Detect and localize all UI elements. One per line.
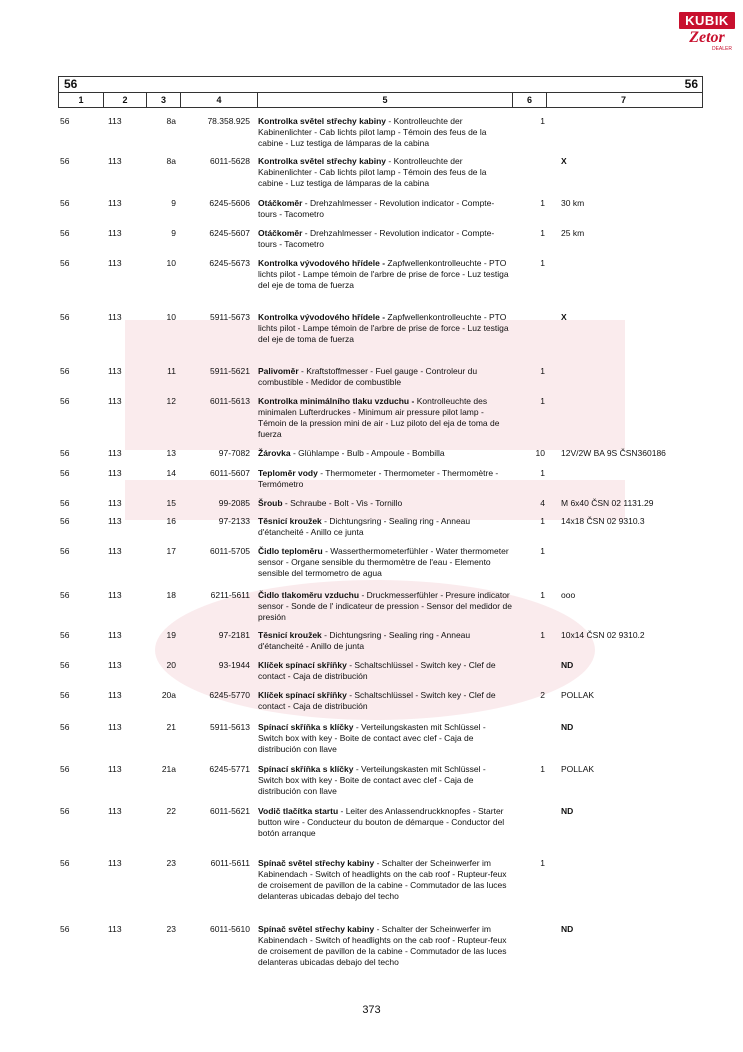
cell-description <box>258 468 513 490</box>
cell-part-number: 6245-5673 <box>209 258 250 268</box>
cell-note: 10x14 ČSN 02 9310.2 <box>561 630 645 640</box>
table-header <box>58 76 703 108</box>
description-text: - Dichtungsring - Sealing ring - Anneau d'étancheité - Anillo de junta <box>258 630 471 651</box>
description-text: - Kontrolleuchte der Kabinenlichter - Cab lichts pilot lamp - Témoin des feus de la cabine - Luz testiga de lámparas de la cabina <box>258 116 487 148</box>
cell-part-number: 5911-5621 <box>209 366 250 376</box>
cell-part-number: 78.358.925 <box>207 116 250 126</box>
cell-position: 9 <box>171 198 176 208</box>
cell-part-number: 93-1944 <box>218 660 250 670</box>
cell-description <box>258 116 513 149</box>
cell-note: 30 km <box>561 198 585 208</box>
description-text: - Schalter der Scheinwerfer im Kabinendach - Switch of headlights on the cab roof - Rupteur-feux de croisement de pavillon de la cabine - Commutador de las luces delanteras ubicadas debajo del techo <box>258 924 507 967</box>
cell-part-number: 6011-5705 <box>209 546 250 556</box>
cell-part-number: 6011-5628 <box>209 156 250 166</box>
column-header-6: 6 <box>513 93 547 107</box>
cell-group: 56 <box>60 448 70 458</box>
cell-subgroup: 113 <box>108 516 122 526</box>
description-title: Kontrolka vývodového hřídele - <box>258 258 386 268</box>
cell-group: 56 <box>60 590 70 600</box>
cell-part-number: 6245-5770 <box>209 690 250 700</box>
description-text: - Wasserthermometerfühler - Water thermometer sensor - Organe sensible du thermomètre de l'eau - Elemento sensible del termometro de agua <box>258 546 509 578</box>
cell-part-number: 6011-5613 <box>209 396 250 406</box>
page-number: 373 <box>362 1004 381 1016</box>
cell-note: ooo <box>561 590 576 600</box>
cell-quantity: 1 <box>540 630 545 640</box>
cell-position: 23 <box>166 858 176 868</box>
description-text: - Dichtungsring - Sealing ring - Anneau d'étancheité - Anillo ce junta <box>258 516 471 537</box>
cell-note: X <box>561 312 567 322</box>
cell-subgroup: 113 <box>108 690 122 700</box>
cell-subgroup: 113 <box>108 660 122 670</box>
cell-position: 21 <box>166 722 176 732</box>
cell-subgroup: 113 <box>108 228 122 238</box>
cell-note: M 6x40 ČSN 02 1131.29 <box>561 498 654 508</box>
cell-part-number: 6245-5606 <box>209 198 250 208</box>
cell-group: 56 <box>60 396 70 406</box>
description-text: - Kontrolleuchte der Kabinenlichter - Cab lichts pilot lamp - Témoin des feus de la cabine - Luz testiga de lámparas de la cabina <box>258 156 487 188</box>
cell-group: 56 <box>60 312 70 322</box>
cell-description <box>258 396 513 440</box>
cell-position: 19 <box>166 630 176 640</box>
cell-part-number: 97-7082 <box>218 448 250 458</box>
cell-part-number: 97-2133 <box>218 516 250 526</box>
cell-position: 14 <box>166 468 176 478</box>
description-title: Těsnicí kroužek <box>258 630 322 640</box>
cell-position: 21a <box>161 764 176 774</box>
cell-quantity: 1 <box>540 590 545 600</box>
cell-description <box>258 590 513 623</box>
cell-note: POLLAK <box>561 764 595 774</box>
description-title: Kontrolka minimálního tlaku vzduchu - <box>258 396 415 406</box>
cell-description <box>258 722 513 755</box>
group-number-right: 56 <box>684 77 698 91</box>
cell-group: 56 <box>60 366 70 376</box>
description-title: Kontrolka světel střechy kabiny <box>258 156 387 166</box>
cell-subgroup: 113 <box>108 764 122 774</box>
description-title: Šroub <box>258 498 283 508</box>
description-text: - Glühlampe - Bulb - Ampoule - Bombilla <box>290 448 445 458</box>
cell-description <box>258 806 513 839</box>
cell-subgroup: 113 <box>108 366 122 376</box>
cell-part-number: 6245-5607 <box>209 228 250 238</box>
description-title: Spínač světel střechy kabiny <box>258 924 375 934</box>
description-title: Kontrolka světel střechy kabiny <box>258 116 387 126</box>
cell-part-number: 6211-5611 <box>210 590 250 600</box>
cell-description <box>258 258 513 291</box>
description-title: Otáčkoměr <box>258 228 303 238</box>
description-title: Čidlo teploměru <box>258 546 323 556</box>
cell-subgroup: 113 <box>108 590 122 600</box>
cell-subgroup: 113 <box>108 312 122 322</box>
cell-description <box>258 924 513 968</box>
cell-quantity: 1 <box>540 546 545 556</box>
cell-note: ND <box>561 924 574 934</box>
cell-description <box>258 516 513 538</box>
cell-position: 8a <box>166 156 176 166</box>
cell-description <box>258 312 513 345</box>
cell-quantity: 2 <box>540 690 545 700</box>
cell-description <box>258 546 513 579</box>
description-text: - Thermometer - Thermometer - Thermomètre - Termómetro <box>258 468 499 489</box>
cell-group: 56 <box>60 116 70 126</box>
cell-group: 56 <box>60 630 70 640</box>
description-title: Palivoměr <box>258 366 299 376</box>
cell-subgroup: 113 <box>108 630 122 640</box>
description-text: - Schaltschlüssel - Switch key - Clef de contact - Caja de distribución <box>258 690 496 711</box>
column-header-1: 1 <box>59 93 104 107</box>
cell-subgroup: 113 <box>108 858 122 868</box>
cell-part-number: 99-2085 <box>218 498 250 508</box>
description-text: - Drehzahlmesser - Revolution indicator - Compte-tours - Tacometro <box>258 198 495 219</box>
cell-position: 9 <box>171 228 176 238</box>
cell-position: 8a <box>166 116 176 126</box>
cell-position: 17 <box>166 546 176 556</box>
description-title: Otáčkoměr <box>258 198 303 208</box>
group-number-left: 56 <box>64 77 78 91</box>
kubik-zetor-logo <box>679 12 735 62</box>
cell-group: 56 <box>60 690 70 700</box>
cell-part-number: 5911-5673 <box>209 312 250 322</box>
cell-note: ND <box>561 806 574 816</box>
cell-part-number: 5911-5613 <box>209 722 250 732</box>
cell-subgroup: 113 <box>108 396 122 406</box>
description-title: Vodič tlačítka startu <box>258 806 339 816</box>
cell-quantity: 4 <box>540 498 545 508</box>
description-title: Spínač světel střechy kabiny <box>258 858 375 868</box>
column-header-3: 3 <box>147 93 181 107</box>
cell-position: 16 <box>166 516 176 526</box>
cell-part-number: 6011-5610 <box>209 924 250 934</box>
cell-quantity: 1 <box>540 258 545 268</box>
description-text: - Schaltschlüssel - Switch key - Clef de contact - Caja de distribución <box>258 660 496 681</box>
cell-position: 11 <box>167 366 176 376</box>
cell-part-number: 6011-5607 <box>209 468 250 478</box>
cell-note: X <box>561 156 567 166</box>
cell-position: 22 <box>166 806 176 816</box>
cell-quantity: 1 <box>540 198 545 208</box>
cell-note: ND <box>561 660 574 670</box>
cell-description <box>258 764 513 797</box>
description-title: Klíček spínací skříňky <box>258 660 347 670</box>
description-title: Teploměr vody <box>258 468 318 478</box>
cell-quantity: 1 <box>540 468 545 478</box>
cell-group: 56 <box>60 516 70 526</box>
cell-group: 56 <box>60 228 70 238</box>
cell-position: 15 <box>166 498 176 508</box>
cell-position: 10 <box>166 258 176 268</box>
description-title: Těsnicí kroužek <box>258 516 322 526</box>
cell-note: 12V/2W BA 9S ČSN360186 <box>561 448 666 458</box>
description-text: - Kraftstoffmesser - Fuel gauge - Controleur du combustible - Medidor de combustible <box>258 366 478 387</box>
cell-group: 56 <box>60 924 70 934</box>
description-text: - Verteilungskasten mit Schlüssel - Switch box with key - Boite de contact avec clef - Caja de distribución con llave <box>258 722 486 754</box>
cell-group: 56 <box>60 258 70 268</box>
cell-description <box>258 156 513 189</box>
cell-description <box>258 660 513 682</box>
cell-position: 10 <box>166 312 176 322</box>
description-title: Žárovka <box>258 448 291 458</box>
cell-subgroup: 113 <box>108 722 122 732</box>
cell-part-number: 6011-5621 <box>209 806 250 816</box>
description-text: - Schalter der Scheinwerfer im Kabinendach - Switch of headlights on the cab roof - Rupteur-feux de croisement de pavillon de la cabine - Commutador de las luces delanteras ubicadas debajo del techo <box>258 858 507 901</box>
description-title: Čidlo tlakoměru vzduchu <box>258 590 360 600</box>
cell-subgroup: 113 <box>108 448 122 458</box>
cell-subgroup: 113 <box>108 156 122 166</box>
cell-description <box>258 448 513 459</box>
cell-description <box>258 498 513 509</box>
description-text: Zapfwellenkontrolleuchte - PTO lichts pilot - Lampe témoin de l'arbre de prise de force - Luz testiga del eje de toma de fuerza <box>258 312 509 344</box>
cell-position: 20a <box>161 690 176 700</box>
cell-subgroup: 113 <box>108 498 122 508</box>
cell-group: 56 <box>60 764 70 774</box>
cell-description <box>258 858 513 902</box>
cell-quantity: 1 <box>540 516 545 526</box>
description-text: Kontrolleuchte des minimalen Lufterdruckes - Minimum air pressure pilot lamp - Témoin de la pression mini de air - Luz piloto del eja de toma de fuerza <box>258 396 500 439</box>
cell-group: 56 <box>60 498 70 508</box>
logo-make: Zetor <box>689 29 725 46</box>
column-header-5: 5 <box>258 93 513 107</box>
cell-note: 25 km <box>561 228 585 238</box>
cell-group: 56 <box>60 546 70 556</box>
description-text: - Druckmesserfühler - Presure indicator sensor - Sonde de l' indicateur de pression - Sensor del medidor de presión <box>258 590 512 622</box>
description-title: Spínací skříňka s klíčky <box>258 722 354 732</box>
cell-quantity: 1 <box>540 228 545 238</box>
cell-group: 56 <box>60 468 70 478</box>
description-title: Spínací skříňka s klíčky <box>258 764 354 774</box>
cell-position: 18 <box>166 590 176 600</box>
description-title: Kontrolka vývodového hřídele - <box>258 312 386 322</box>
cell-quantity: 1 <box>540 858 545 868</box>
description-text: - Schraube - Bolt - Vis - Tornillo <box>282 498 403 508</box>
cell-description <box>258 690 513 712</box>
cell-group: 56 <box>60 806 70 816</box>
cell-description <box>258 366 513 388</box>
cell-subgroup: 113 <box>108 806 122 816</box>
description-text: - Leiter des Anlassendruckknopfes - Starter button wire - Conducteur du bouton de démarque - Conductor del botón arranque <box>258 806 505 838</box>
column-header-4: 4 <box>181 93 258 107</box>
logo-sub: DEALER <box>711 46 732 52</box>
cell-quantity: 1 <box>540 396 545 406</box>
cell-quantity: 10 <box>535 448 545 458</box>
cell-quantity: 1 <box>540 116 545 126</box>
cell-subgroup: 113 <box>108 258 122 268</box>
cell-group: 56 <box>60 198 70 208</box>
cell-note: ND <box>561 722 574 732</box>
cell-position: 20 <box>166 660 176 670</box>
cell-description <box>258 198 513 220</box>
cell-position: 13 <box>166 448 176 458</box>
cell-subgroup: 113 <box>108 546 122 556</box>
cell-subgroup: 113 <box>108 468 122 478</box>
cell-group: 56 <box>60 156 70 166</box>
description-title: Klíček spínací skříňky <box>258 690 347 700</box>
description-text: - Verteilungskasten mit Schlüssel - Switch box with key - Boite de contact avec clef - Caja de distribución con llave <box>258 764 486 796</box>
column-header-7: 7 <box>620 95 626 105</box>
cell-note: POLLAK <box>561 690 595 700</box>
cell-quantity: 1 <box>540 764 545 774</box>
cell-note: 14x18 ČSN 02 9310.3 <box>561 516 645 526</box>
cell-group: 56 <box>60 660 70 670</box>
cell-subgroup: 113 <box>108 924 122 934</box>
cell-group: 56 <box>60 858 70 868</box>
column-header-2: 2 <box>104 93 147 107</box>
description-text: - Drehzahlmesser - Revolution indicator - Compte-tours - Tacometro <box>258 228 495 249</box>
cell-part-number: 6245-5771 <box>209 764 250 774</box>
cell-position: 23 <box>166 924 176 934</box>
cell-subgroup: 113 <box>108 116 122 126</box>
cell-subgroup: 113 <box>108 198 122 208</box>
description-text: Zapfwellenkontrolleuchte - PTO lichts pilot - Lampe témoin de l'arbre de prise de force - Luz testiga del eje de toma de fuerza <box>258 258 509 290</box>
cell-group: 56 <box>60 722 70 732</box>
logo-brand: KUBIK <box>679 12 735 29</box>
cell-position: 12 <box>166 396 176 406</box>
cell-part-number: 97-2181 <box>218 630 250 640</box>
cell-quantity: 1 <box>540 366 545 376</box>
cell-part-number: 6011-5611 <box>210 858 250 868</box>
cell-description <box>258 630 513 652</box>
cell-description <box>258 228 513 250</box>
